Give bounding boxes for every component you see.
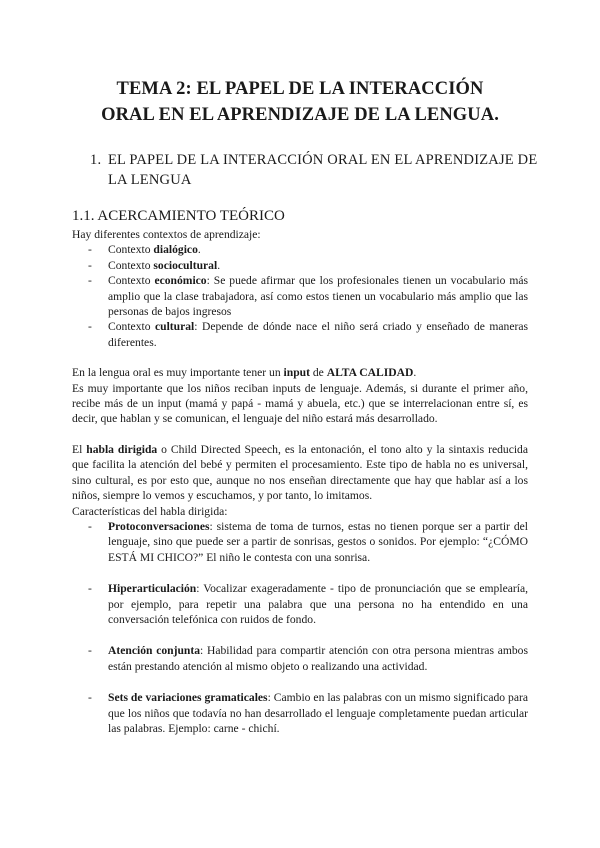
section-number: 1. bbox=[90, 152, 102, 168]
contexts-list bbox=[72, 242, 528, 350]
list-item: - Contexto dialógico. bbox=[88, 243, 201, 257]
subsection-heading: 1.1. ACERCAMIENTO TEÓRICO bbox=[72, 208, 285, 224]
input-paragraph: En la lengua oral es muy importante tener un input de ALTA CALIDAD. bbox=[72, 366, 417, 380]
habla-dirigida-paragraph: El habla dirigida o Child Directed Speech, es la entonación, el tono alto y la sintaxis reducida que facilita la atención del bebé y permiten el procesamiento. Este tipo de habla no es universal, sino cultural, es por esto que, aunque no nos enseñan directamente que hay que hablar así a los niños, siempre lo vemos y escuchamos, y por tanto, lo imitamos. bbox=[72, 442, 529, 503]
caracteristicas-intro: Características del habla dirigida: bbox=[72, 504, 228, 518]
list-item: - Sets de variaciones gramaticales: Cambio en las palabras con un mismo significado para que los niños que todavía no han desarrollado el lenguaje completamente puedan articular las palabras. Ejemplo: carne - chichí. bbox=[88, 691, 528, 735]
list-item: - Contexto económico: Se puede afirmar que los profesionales tienen un vocabulario más amplio que la clase trabajadora, así como estos tienen un vocabulario más amplio que las personas de bajos ingresos bbox=[88, 274, 528, 319]
title-line-2: ORAL EN EL APRENDIZAJE DE LA LENGUA. bbox=[101, 105, 499, 125]
title-line-1: TEMA 2: EL PAPEL DE LA INTERACCIÓN bbox=[116, 79, 484, 99]
section-heading bbox=[90, 150, 540, 190]
list-item: - Protoconversaciones: sistema de toma de turnos, estas no tienen porque ser a partir del lenguaje, sino que puede ser a partir de sonrisas, gestos o sonidos. Por ejemplo: “¿CÓMO ESTÁ MI CHICO?” El niño le contesta con una sonrisa. bbox=[88, 519, 528, 564]
list-item: - Atención conjunta: Habilidad para compartir atención con otra persona mientras ambos están prestando atención al mismo objeto o realizando una actividad. bbox=[88, 644, 528, 673]
list-item: - Contexto cultural: Depende de dónde nace el niño será criado y enseñado de maneras diferentes. bbox=[88, 320, 528, 349]
body-content bbox=[72, 227, 528, 736]
contexts-intro: Hay diferentes contextos de aprendizaje: bbox=[72, 228, 261, 241]
section-title: EL PAPEL DE LA INTERACCIÓN ORAL EN EL APRENDIZAJE DE LA LENGUA bbox=[108, 152, 538, 188]
input-paragraph-2: Es muy importante que los niños reciban inputs de lenguaje. Además, si durante el primer año, recibe más de un input (mamá y papá - mamá y abuela, etc.) que se interrelacionan entre sí, es decir, que hablan y se comunican, el lenguaje del niño estará más desarrollado. bbox=[72, 381, 528, 426]
list-item: - Hiperarticulación: Vocalizar exageradamente - tipo de pronunciación que se emplearía, por ejemplo, para repetir una palabra que una persona no ha entendido en una conversación telefónica con ruidos de fondo. bbox=[88, 582, 528, 626]
document-title bbox=[60, 76, 540, 128]
caracteristicas-list bbox=[72, 519, 528, 736]
list-item: - Contexto sociocultural. bbox=[88, 258, 221, 272]
